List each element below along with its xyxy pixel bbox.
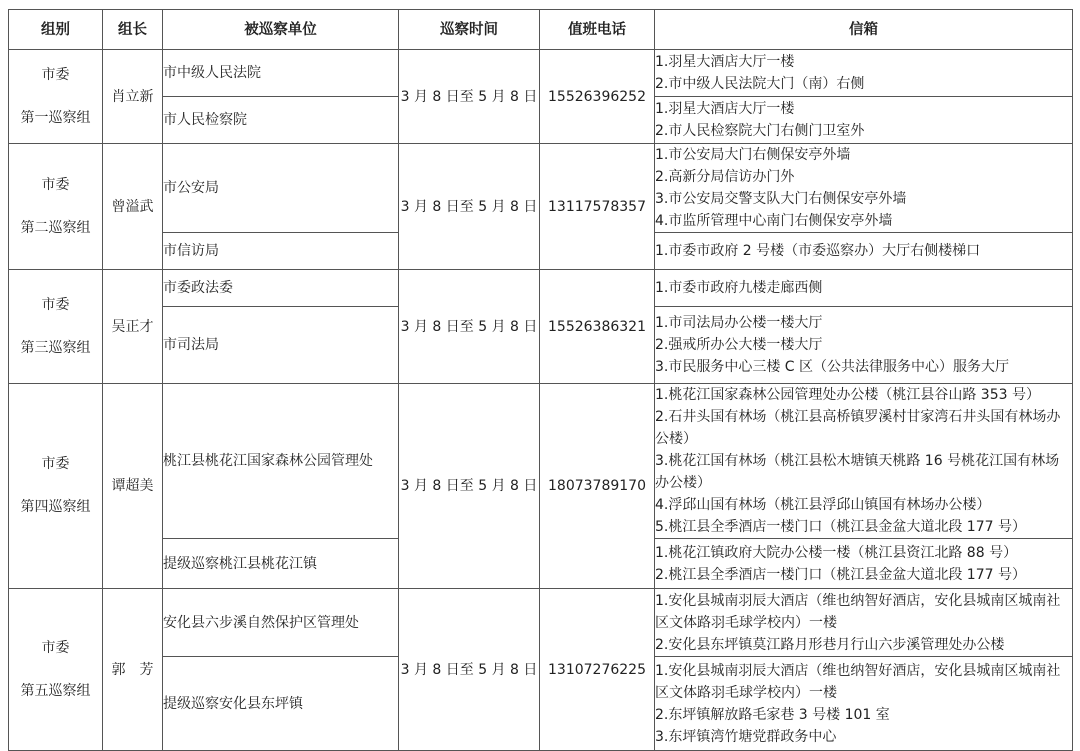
unit-cell: 市委政法委	[163, 270, 399, 307]
mailbox-line: 2.强戒所办公大楼一楼大厅	[655, 337, 823, 353]
header-row	[9, 10, 1073, 50]
phone-cell: 13107276225	[540, 589, 655, 751]
mailbox-line: 3.市公安局交警支队大门右侧保安亭外墙	[655, 191, 907, 207]
mailbox-line: 2.高新分局信访办门外	[655, 169, 795, 185]
mailbox-line: 2.市中级人民法院大门（南）右侧	[655, 76, 865, 92]
mailbox-cell	[655, 270, 1073, 307]
mailbox-line: 5.桃江县全季酒店一楼门口（桃江县金盆大道北段 177 号）	[655, 519, 1026, 535]
phone-cell: 15526386321	[540, 270, 655, 384]
leader-cell: 肖立新	[103, 50, 163, 144]
unit-cell: 提级巡察安化县东坪镇	[163, 657, 399, 751]
phone-cell: 18073789170	[540, 384, 655, 589]
phone-cell: 15526396252	[540, 50, 655, 144]
mailbox-line: 1.安化县城南羽辰大酒店（维也纳智好酒店，安化县城南区城南社区文体路羽毛球学校内）一楼	[655, 662, 1061, 701]
header-phone: 值班电话	[540, 10, 655, 50]
mailbox-line: 1.桃花江镇政府大院办公楼一楼（桃江县资江北路 88 号）	[655, 544, 1018, 561]
group-name-line: 第二巡察组	[20, 219, 91, 236]
group-name-cell	[9, 589, 103, 751]
header-unit: 被巡察单位	[163, 10, 399, 50]
unit-cell: 市公安局	[163, 144, 399, 233]
mailbox-line: 2.市人民检察院大门右侧门卫室外	[655, 123, 865, 139]
mailbox-cell	[655, 144, 1073, 233]
time-cell: 3 月 8 日至 5 月 8 日	[399, 50, 540, 144]
group-name-line: 市委	[41, 456, 70, 472]
mailbox-line: 2.桃江县全季酒店一楼门口（桃江县金盆大道北段 177 号）	[655, 566, 1026, 583]
phone-cell: 13117578357	[540, 144, 655, 270]
mailbox-line: 2.石井头国有林场（桃江县高桥镇罗溪村甘家湾石井头国有林场办公楼）	[655, 409, 1061, 447]
inspection-schedule-table	[8, 9, 1073, 751]
leader-cell: 郭 芳	[103, 589, 163, 751]
unit-cell: 市人民检察院	[163, 97, 399, 144]
mailbox-line: 1.市委市政府九楼走廊西侧	[655, 280, 823, 296]
group-name-line: 市委	[41, 296, 70, 313]
group-name-cell	[9, 270, 103, 384]
table-row	[9, 270, 1073, 307]
mailbox-line: 2.东坪镇解放路毛家巷 3 号楼 101 室	[655, 706, 890, 723]
mailbox-cell	[655, 384, 1073, 539]
unit-cell: 提级巡察桃江县桃花江镇	[163, 539, 399, 589]
mailbox-cell	[655, 657, 1073, 751]
header-mailbox: 信箱	[655, 10, 1073, 50]
group-name-line: 第一巡察组	[20, 109, 91, 126]
mailbox-line: 1.市委市政府 2 号楼（市委巡察办）大厅右侧楼梯口	[655, 243, 981, 259]
header-group: 组别	[9, 10, 103, 50]
table-row	[9, 384, 1073, 539]
table-row	[9, 589, 1073, 657]
mailbox-line: 1.市公安局大门右侧保安亭外墙	[655, 147, 851, 163]
unit-cell: 市信访局	[163, 233, 399, 270]
mailbox-line: 2.安化县东坪镇莫江路月形巷月行山六步溪管理处办公楼	[655, 636, 1005, 653]
group-name-line: 市委	[41, 639, 70, 656]
group-name-cell	[9, 50, 103, 144]
group-name-line: 市委	[41, 66, 70, 83]
header-leader: 组长	[103, 10, 163, 50]
mailbox-cell	[655, 50, 1073, 97]
unit-cell: 桃江县桃花江国家森林公园管理处	[163, 384, 399, 539]
table-row	[9, 144, 1073, 233]
mailbox-line: 3.东坪镇湾竹塘党群政务中心	[655, 728, 837, 745]
table-row	[9, 50, 1073, 97]
group-name-cell	[9, 144, 103, 270]
leader-cell: 曾溢武	[103, 144, 163, 270]
mailbox-line: 1.羽星大酒店大厅一楼	[655, 101, 795, 117]
mailbox-cell	[655, 589, 1073, 657]
mailbox-line: 4.浮邱山国有林场（桃江县浮邱山镇国有林场办公楼）	[655, 497, 991, 513]
unit-cell: 市中级人民法院	[163, 50, 399, 97]
mailbox-line: 3.桃花江国有林场（桃江县松木塘镇天桃路 16 号桃花江国有林场办公楼）	[655, 453, 1060, 491]
time-cell: 3 月 8 日至 5 月 8 日	[399, 270, 540, 384]
time-cell: 3 月 8 日至 5 月 8 日	[399, 589, 540, 751]
group-name-line: 第四巡察组	[20, 499, 91, 515]
mailbox-line: 1.市司法局办公楼一楼大厅	[655, 315, 823, 331]
mailbox-cell	[655, 97, 1073, 144]
unit-cell: 安化县六步溪自然保护区管理处	[163, 589, 399, 657]
time-cell: 3 月 8 日至 5 月 8 日	[399, 384, 540, 589]
leader-cell: 谭超美	[103, 384, 163, 589]
unit-cell: 市司法局	[163, 307, 399, 384]
mailbox-line: 1.桃花江国家森林公园管理处办公楼（桃江县谷山路 353 号）	[655, 387, 1040, 403]
header-time: 巡察时间	[399, 10, 540, 50]
time-cell: 3 月 8 日至 5 月 8 日	[399, 144, 540, 270]
group-name-cell	[9, 384, 103, 589]
leader-cell: 吴正才	[103, 270, 163, 384]
mailbox-line: 1.安化县城南羽辰大酒店（维也纳智好酒店，安化县城南区城南社区文体路羽毛球学校内）一楼	[655, 592, 1061, 631]
group-name-line: 第三巡察组	[20, 339, 91, 356]
mailbox-line: 4.市监所管理中心南门右侧保安亭外墙	[655, 213, 893, 229]
group-name-line: 第五巡察组	[20, 682, 91, 699]
mailbox-line: 1.羽星大酒店大厅一楼	[655, 54, 795, 70]
group-name-line: 市委	[41, 176, 70, 193]
mailbox-cell	[655, 539, 1073, 589]
mailbox-line: 3.市民服务中心三楼 C 区（公共法律服务中心）服务大厅	[655, 359, 1010, 375]
mailbox-cell	[655, 307, 1073, 384]
mailbox-cell	[655, 233, 1073, 270]
